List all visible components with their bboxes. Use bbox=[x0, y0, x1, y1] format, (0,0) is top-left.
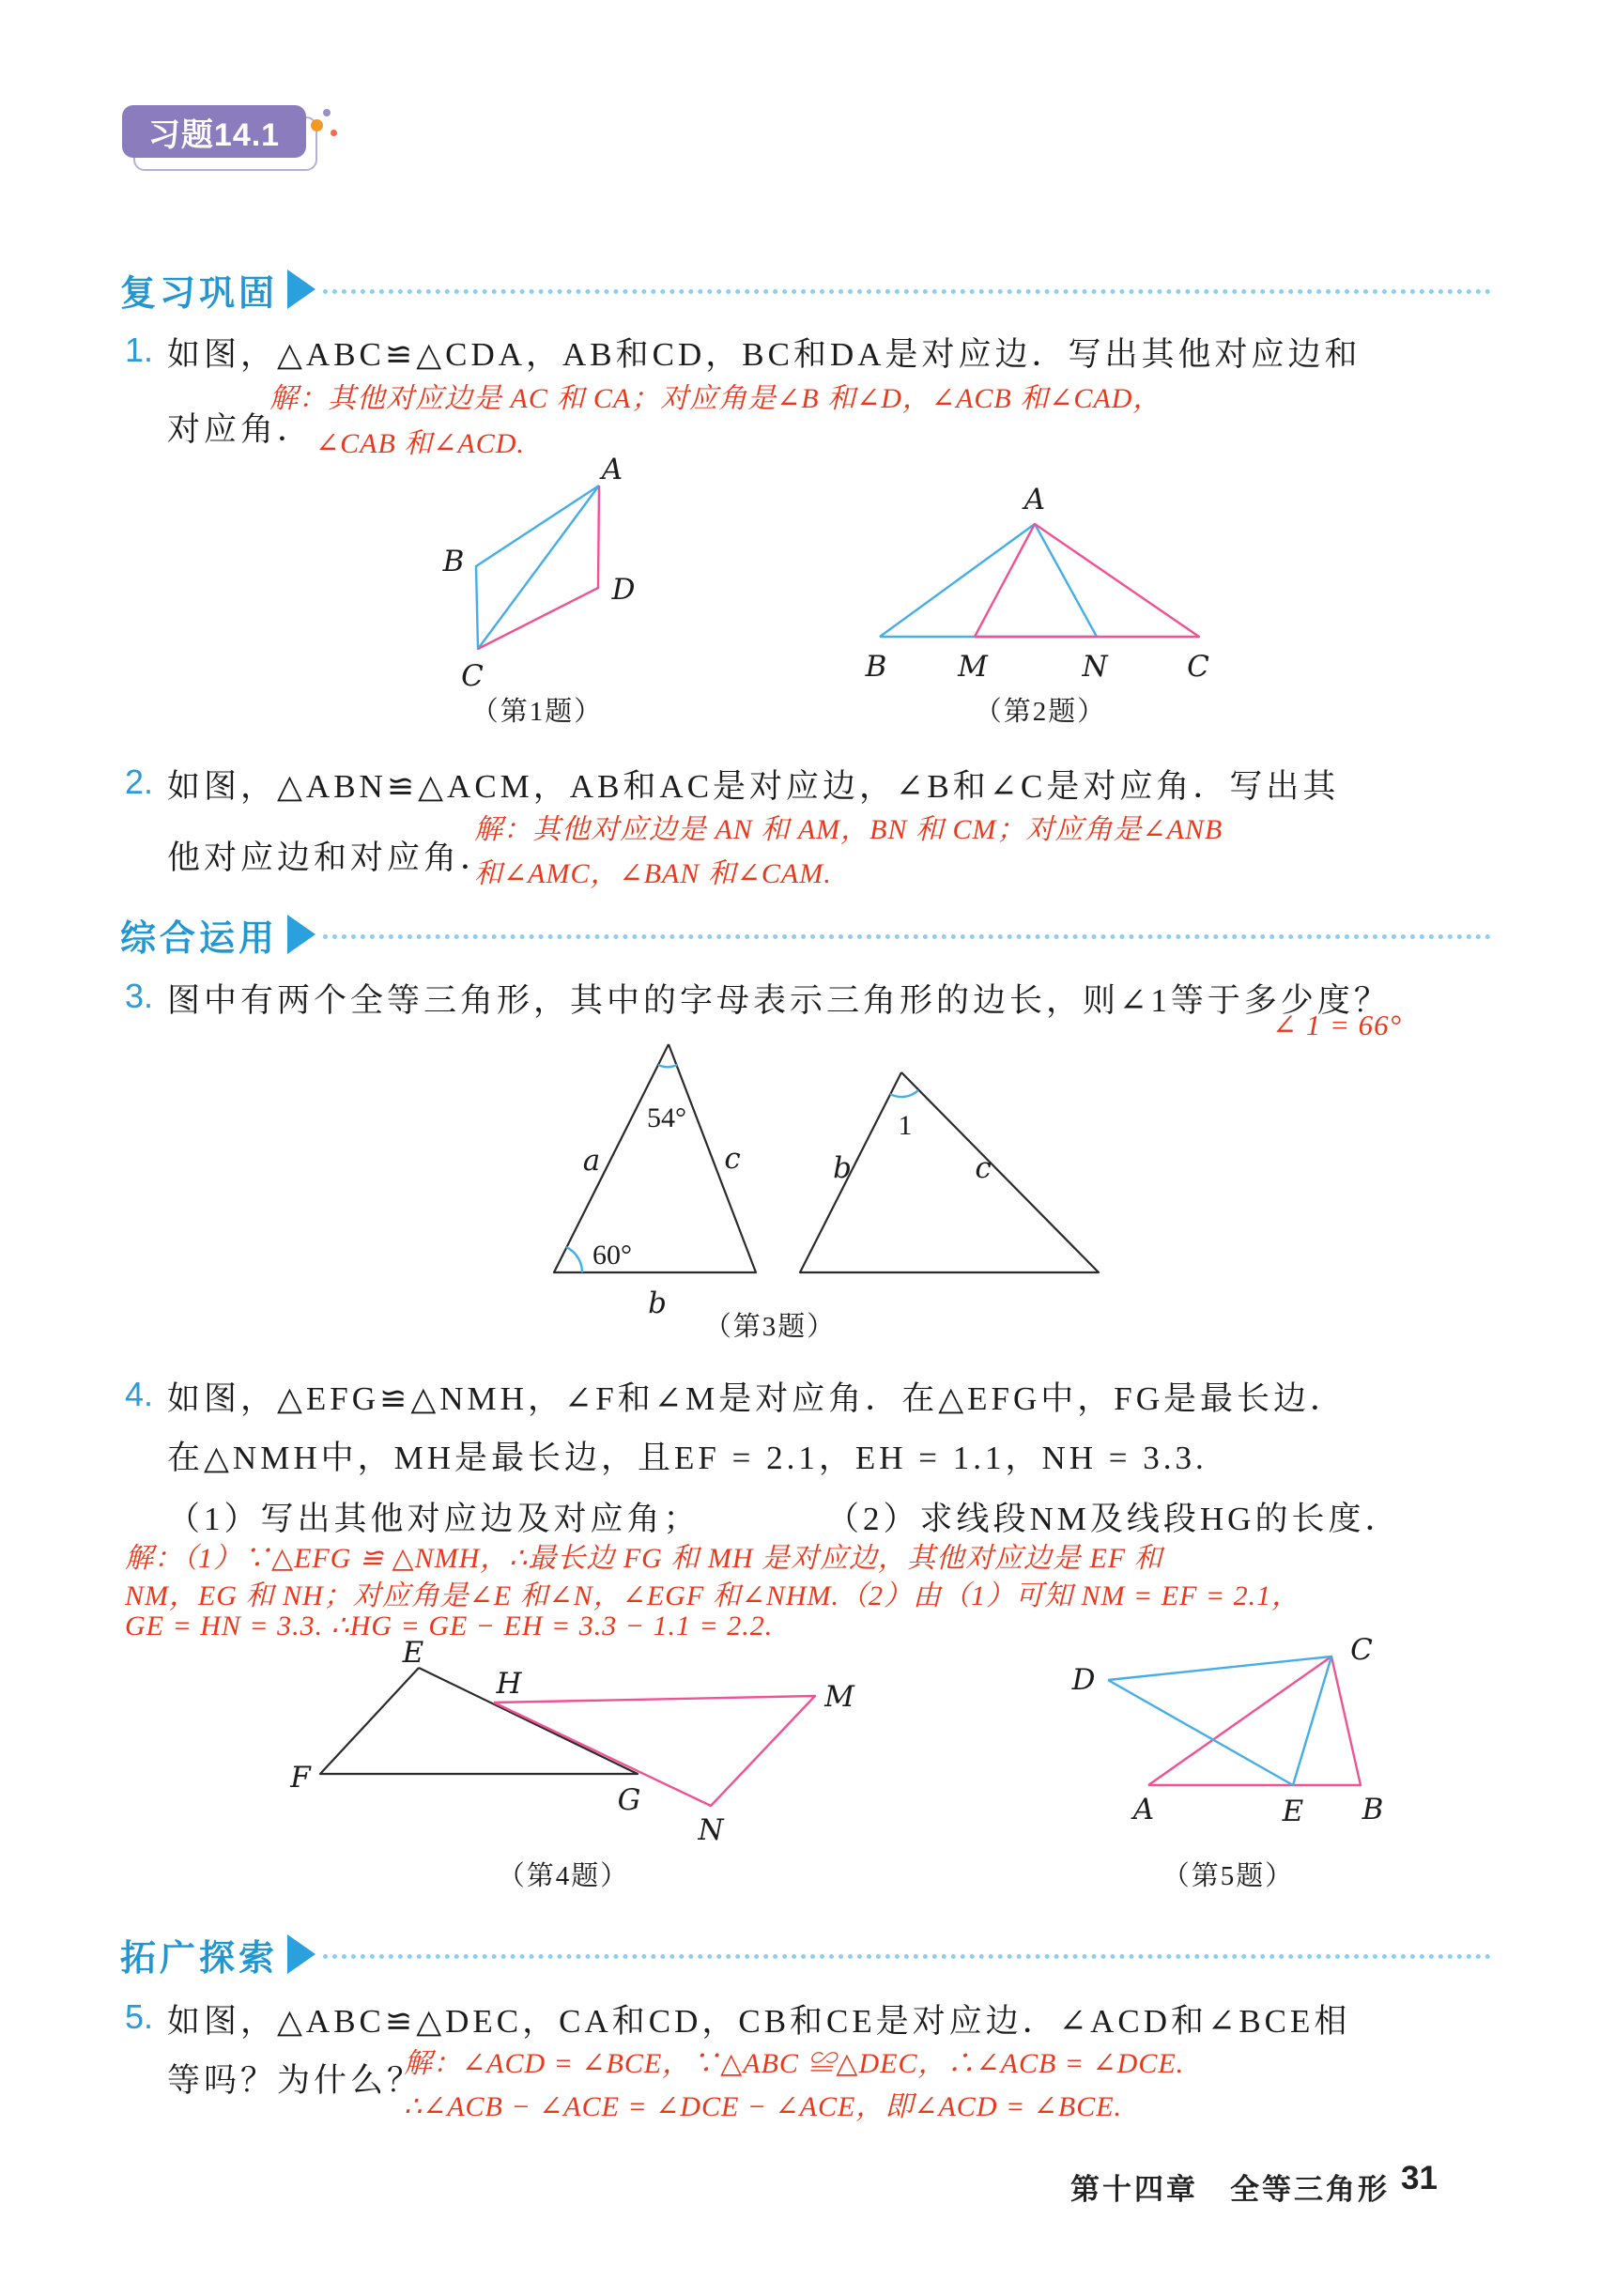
fig4-label-g: G bbox=[617, 1783, 641, 1817]
problem1-line2: 对应角． bbox=[167, 411, 315, 448]
figure-problem3 bbox=[526, 1014, 1136, 1352]
fig5-label-e: E bbox=[1282, 1795, 1304, 1828]
section-dotted-rule bbox=[323, 289, 1491, 294]
section-explore bbox=[120, 1933, 1491, 1979]
figure-problem2 bbox=[845, 451, 1239, 742]
problem2-answer-line1: 解：其他对应边是 AN 和 AM，BN 和 CM；对应角是∠ANB bbox=[474, 814, 1223, 845]
problem4-answer-line1: 解：（1）∵△EFG ≌ △NMH，∴最长边 FG 和 MH 是对应边，其他对应边是 EF 和 bbox=[125, 1543, 1163, 1574]
problem1-line1: 如图，△ABC≌△CDA，AB和CD，BC和DA是对应边．写出其他对应边和 bbox=[167, 336, 1362, 373]
fig2-label-m: M bbox=[958, 650, 988, 684]
figure-problem1 bbox=[282, 451, 657, 742]
section-arrow-icon bbox=[287, 1934, 315, 1974]
fig3-right-apex-arc bbox=[890, 1090, 918, 1097]
fig4-triangle-hmn bbox=[494, 1696, 815, 1806]
problem5-line2: 等吗？为什么？ bbox=[167, 2062, 424, 2099]
problem1-answer-line1: 解：其他对应边是 AC 和 CA；对应角是∠B 和∠D，∠ACB 和∠CAD， bbox=[269, 383, 1162, 414]
decor-dot-purple bbox=[323, 109, 331, 116]
section-arrow-icon bbox=[287, 915, 315, 954]
section-review-title: 复习巩固 bbox=[120, 273, 279, 314]
section-comprehensive bbox=[120, 913, 1491, 959]
fig2-caption: （第2题） bbox=[974, 697, 1107, 727]
section-dotted-rule bbox=[323, 934, 1491, 939]
fig1-triangle-abc bbox=[476, 485, 599, 649]
footer-chapter: 第十四章 全等三角形 bbox=[1070, 2173, 1390, 2206]
problem4-line1: 如图，△EFG≌△NMH，∠F和∠M是对应角．在△EFG中，FG是最长边． bbox=[167, 1380, 1346, 1417]
fig3-label-b: b bbox=[648, 1287, 667, 1320]
fig3-label-c: c bbox=[724, 1142, 741, 1176]
fig3-label-54: 54° bbox=[647, 1102, 686, 1133]
fig4-label-e: E bbox=[402, 1636, 424, 1670]
problem4-line3b: （2）求线段NM及线段HG的长度． bbox=[826, 1501, 1402, 1537]
fig2-triangle-abn bbox=[880, 524, 1097, 637]
fig5-label-d: D bbox=[1071, 1663, 1096, 1697]
exercise-badge-label: 习题14.1 bbox=[147, 116, 281, 153]
fig2-label-b: B bbox=[865, 650, 887, 684]
problem5-line1: 如图，△ABC≌△DEC，CA和CD，CB和CE是对应边．∠ACD和∠BCE相 bbox=[167, 2003, 1351, 2040]
fig3-left-base-arc bbox=[566, 1247, 582, 1272]
fig3-label-60: 60° bbox=[592, 1240, 632, 1271]
problem4-number: 4. bbox=[125, 1375, 154, 1413]
fig2-label-c: C bbox=[1187, 650, 1209, 684]
fig4-label-n: N bbox=[698, 1813, 724, 1847]
fig4-label-m: M bbox=[824, 1680, 854, 1714]
problem5-answer-line1: 解：∠ACD = ∠BCE，∵△ABC ≌△DEC，∴∠ACB = ∠DCE. bbox=[404, 2048, 1185, 2079]
fig1-label-d: D bbox=[611, 573, 636, 607]
fig3-label-c2: c bbox=[975, 1151, 992, 1185]
fig1-caption: （第1题） bbox=[470, 697, 604, 727]
exercise-badge bbox=[122, 105, 306, 158]
section-arrow-icon bbox=[287, 270, 315, 309]
problem2-line1: 如图，△ABN≌△ACM，AB和AC是对应边，∠B和∠C是对应角．写出其 bbox=[167, 768, 1340, 805]
fig3-caption: （第3题） bbox=[703, 1312, 837, 1342]
fig2-label-a: A bbox=[1023, 483, 1046, 516]
fig5-label-b: B bbox=[1362, 1793, 1384, 1826]
fig5-label-a: A bbox=[1132, 1793, 1155, 1826]
problem2-line2: 他对应边和对应角． bbox=[167, 840, 498, 876]
problem3-answer: ∠ 1 = 66° bbox=[1272, 1009, 1403, 1041]
problem1-answer-line2: ∠CAB 和∠ACD. bbox=[315, 428, 525, 459]
problem5-answer-line2: ∴∠ACB − ∠ACE = ∠DCE − ∠ACE，即∠ACD = ∠BCE. bbox=[404, 2091, 1123, 2122]
fig1-label-b: B bbox=[442, 545, 465, 578]
section-dotted-rule bbox=[323, 1954, 1491, 1959]
problem1-number: 1. bbox=[125, 331, 154, 369]
fig5-caption: （第5题） bbox=[1162, 1861, 1295, 1891]
fig3-label-b2: b bbox=[833, 1151, 852, 1185]
fig4-label-f: F bbox=[290, 1761, 311, 1795]
section-review bbox=[120, 268, 1491, 314]
problem3-number: 3. bbox=[125, 977, 154, 1015]
figure-problem4 bbox=[282, 1636, 864, 1902]
fig3-label-a: a bbox=[582, 1144, 601, 1178]
problem5-number: 5. bbox=[125, 1997, 154, 2036]
problem4-answer-line3: GE = HN = 3.3. ∴HG = GE − EH = 3.3 − 1.1 = 2.2. bbox=[125, 1610, 774, 1641]
fig3-label-1: 1 bbox=[898, 1110, 913, 1141]
problem3-line1: 图中有两个全等三角形，其中的字母表示三角形的边长，则∠1等于多少度？ bbox=[167, 982, 1391, 1019]
footer-page-number: 31 bbox=[1401, 2160, 1438, 2196]
fig1-label-c: C bbox=[461, 659, 484, 693]
fig5-label-c: C bbox=[1350, 1633, 1373, 1667]
fig4-caption: （第4题） bbox=[497, 1861, 630, 1891]
figure-problem5 bbox=[1052, 1629, 1502, 1902]
fig4-triangle-efg bbox=[320, 1668, 638, 1774]
section-comprehensive-title: 综合运用 bbox=[120, 918, 279, 959]
problem4-answer-line2: NM，EG 和 NH；对应角是∠E 和∠N，∠EGF 和∠NHM.（2）由（1）可知 NM = EF = 2.1， bbox=[125, 1580, 1301, 1611]
section-explore-title: 拓广探索 bbox=[120, 1938, 279, 1979]
decor-dot-red bbox=[331, 130, 337, 136]
fig5-triangle-dec bbox=[1108, 1657, 1331, 1785]
problem4-line3a: （1）写出其他对应边及对应角； bbox=[167, 1501, 700, 1537]
fig1-label-a: A bbox=[601, 453, 623, 486]
fig2-label-n: N bbox=[1082, 650, 1108, 684]
problem2-answer-line2: 和∠AMC，∠BAN 和∠CAM. bbox=[474, 858, 832, 889]
fig3-left-apex-arc bbox=[658, 1065, 677, 1067]
fig4-label-h: H bbox=[496, 1667, 522, 1701]
problem2-number: 2. bbox=[125, 763, 154, 801]
problem4-line2: 在△NMH中，MH是最长边，且EF = 2.1，EH = 1.1，NH = 3.3. bbox=[167, 1440, 1208, 1476]
decor-dot-orange bbox=[311, 119, 323, 131]
